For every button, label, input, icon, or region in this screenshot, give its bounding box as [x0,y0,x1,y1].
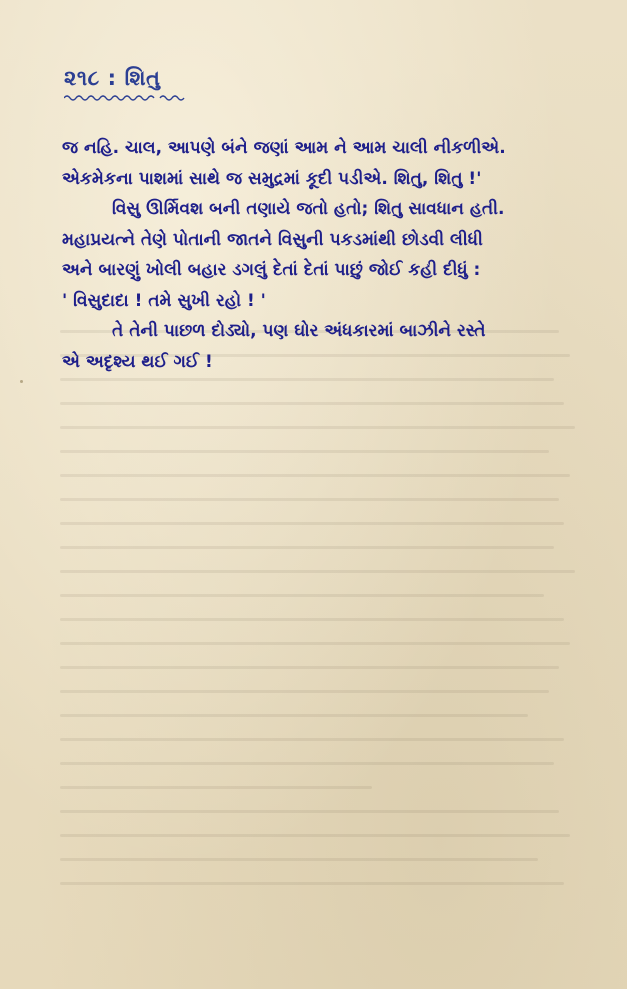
text-line: તે તેની પાછળ દોડ્યો, પણ ઘોર અંધકારમાં બાઝીને રસ્તે [112,321,486,341]
text-line: એકમેકના પાશમાં સાથે જ સમુદ્રમાં કૂદી પડીએ. શિતુ, શિતુ !' [62,168,482,189]
header-separator: : [107,66,117,90]
page-number: ૨૧૮ [64,66,100,90]
paragraph-2 [62,194,572,225]
text-line: અને બારણું ખોલી બહાર ડગલું દેતાં દેતાં પાછું જોઈ કહી દીધું : [62,260,481,280]
paper-speck [20,380,23,383]
paragraph-1 [62,133,572,194]
chapter-title: શિતુ [124,66,161,90]
header-underline-ornament [64,93,194,103]
bleed-through-text [60,330,580,950]
paragraph-2-continued [62,225,572,317]
text-line: એ અદૃશ્ય થઈ ગઈ ! [62,351,213,372]
paragraph-3-continued [62,347,572,378]
running-header [64,66,160,91]
text-line: વિસુ ઊર્મિવશ બની તણાયે જતો હતો; શિતુ સાવધાન હતી. [112,199,505,219]
text-line: મહાપ્રયત્ને તેણે પોતાની જાતને વિસુની પકડમાંથી છોડવી લીધી [62,229,483,250]
text-line: જ નહિ. ચાલ, આપણે બંને જણાં આમ ને આમ ચાલી નીકળીએ. [62,138,506,158]
body-text [62,133,572,377]
paragraph-3 [62,316,572,347]
text-line: ' વિસુદાદા ! તમે સુખી રહો ! ' [62,290,266,311]
